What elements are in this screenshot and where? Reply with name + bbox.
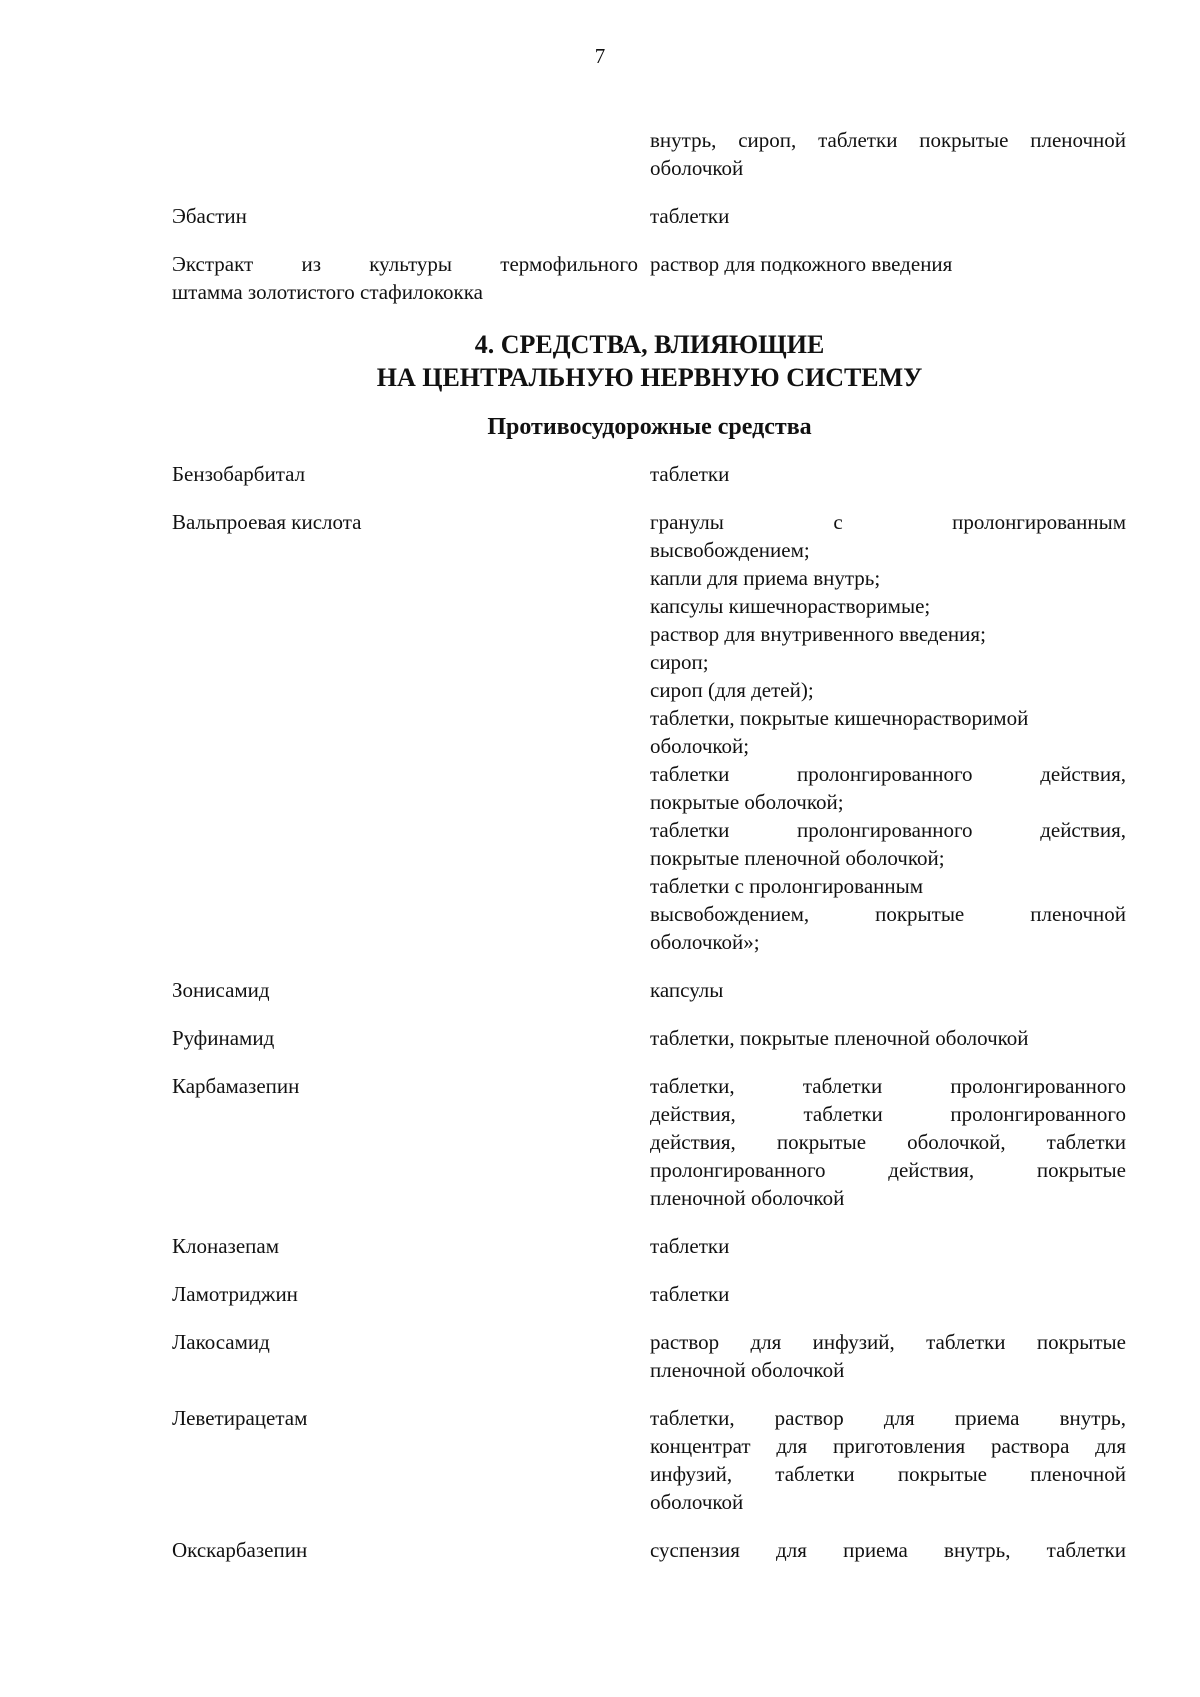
drug-name: Руфинамид [172,1026,275,1050]
drug-forms [650,1536,1126,1564]
section-subtitle: Противосудорожные средства [487,414,812,440]
form-line: инфузий, таблетки покрытые пленочной [650,1462,1126,1486]
drug-name: Вальпроевая кислота [172,510,362,534]
list-item [172,1072,1127,1212]
drug-name: Зонисамид [172,978,270,1002]
form-line: пролонгированного действия, покрытые [650,1158,1126,1182]
form-line: раствор для внутривенного введения; [650,622,986,646]
form-line: таблетки пролонгированного действия, [650,762,1126,786]
form-line: таблетки, таблетки пролонгированного [650,1074,1126,1098]
form-line: оболочкой»; [650,930,760,954]
form-line: раствор для подкожного введения [650,252,953,276]
list-item [172,1404,1127,1516]
drug-forms [650,1404,1126,1516]
form-line: пленочной оболочкой [650,1186,845,1210]
section-title-line: НА ЦЕНТРАЛЬНУЮ НЕРВНУЮ СИСТЕМУ [376,363,923,392]
list-item [172,250,1127,306]
form-line: таблетки, раствор для приема внутрь, [650,1406,1126,1430]
form-line: действия, покрытые оболочкой, таблетки [650,1130,1126,1154]
page-number: 7 [594,44,606,68]
drug-forms [650,126,1126,182]
section-title [172,328,1127,394]
list-item [172,508,1127,956]
form-line: действия, таблетки пролонгированного [650,1102,1126,1126]
drug-forms [650,250,1126,306]
form-line: оболочкой [650,1490,744,1514]
list-item [172,976,1127,1004]
list-item [172,1280,1127,1308]
form-line: оболочкой [650,156,744,180]
form-line: сироп; [650,650,709,674]
drug-list [172,460,1127,1564]
form-line: капли для приема внутрь; [650,566,881,590]
drug-forms [650,460,1126,488]
drug-forms [650,1072,1126,1212]
list-item [172,202,1127,230]
list-item [172,126,1127,182]
form-line: внутрь, сироп, таблетки покрытые пленочной [650,128,1126,152]
form-line: таблетки [650,1234,730,1258]
form-line: капсулы кишечнорастворимые; [650,594,931,618]
form-line: таблетки с пролонгированным [650,874,924,898]
form-line: таблетки [650,462,730,486]
drug-name: Ламотриджин [172,1282,298,1306]
drug-forms [650,976,1126,1004]
drug-name [172,126,650,182]
name-line: штамма золотистого стафилококка [172,280,483,304]
form-line: раствор для инфузий, таблетки покрытые [650,1330,1126,1354]
form-line: высвобождением, покрытые пленочной [650,902,1126,926]
form-line: покрытые оболочкой; [650,790,844,814]
form-line: оболочкой; [650,734,750,758]
drug-forms [650,1024,1126,1052]
name-line: Экстракт из культуры термофильного [172,252,638,276]
form-line: таблетки [650,1282,730,1306]
drug-name [172,250,650,306]
list-item [172,1328,1127,1384]
form-line: таблетки, покрытые кишечнорастворимой [650,706,1029,730]
drug-name: Лакосамид [172,1330,270,1354]
drug-name: Эбастин [172,204,247,228]
form-line: суспензия для приема внутрь, таблетки [650,1538,1126,1562]
form-line: таблетки, покрытые пленочной оболочкой [650,1026,1029,1050]
drug-forms [650,1280,1126,1308]
drug-name: Карбамазепин [172,1074,300,1098]
drug-name: Клоназепам [172,1234,280,1258]
drug-name: Леветирацетам [172,1406,308,1430]
drug-forms [650,508,1126,956]
form-line: пленочной оболочкой [650,1358,845,1382]
form-line: таблетки пролонгированного действия, [650,818,1126,842]
form-line: таблетки [650,204,730,228]
list-item [172,1232,1127,1260]
drug-forms [650,1232,1126,1260]
form-line: концентрат для приготовления раствора для [650,1434,1126,1458]
document-content [172,126,1127,1564]
list-item [172,460,1127,488]
form-line: высвобождением; [650,538,810,562]
form-line: сироп (для детей); [650,678,814,702]
list-item [172,1024,1127,1052]
drug-forms [650,1328,1126,1384]
drug-name: Окскарбазепин [172,1538,308,1562]
form-line: капсулы [650,978,724,1002]
drug-forms [650,202,1126,230]
section-title-line: 4. СРЕДСТВА, ВЛИЯЮЩИЕ [474,330,825,359]
drug-name: Бензобарбитал [172,462,306,486]
list-item [172,1536,1127,1564]
form-line: гранулы с пролонгированным [650,510,1126,534]
form-line: покрытые пленочной оболочкой; [650,846,945,870]
